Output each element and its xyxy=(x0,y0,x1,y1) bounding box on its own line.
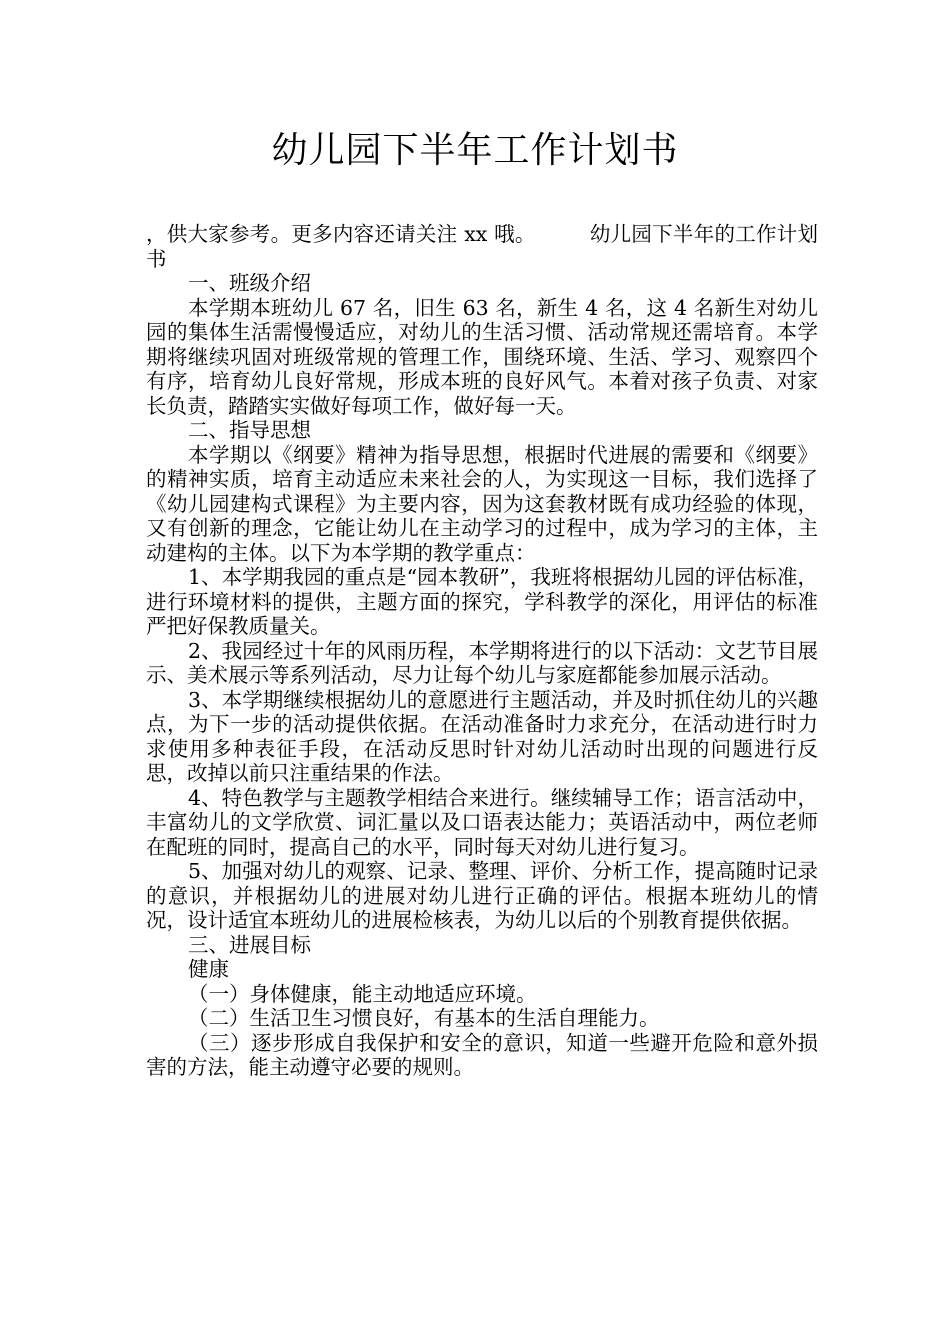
section-2-paragraph: 本学期以《纲要》精神为指导思想，根据时代进展的需要和《纲要》的精神实质，培育主动适应未来社会的人，为实现这一目标，我们选择了《幼儿园建构式课程》为主要内容，因为这套教材既有成功经验的体现，又有创新的理念，它能让幼儿在主动学习的过程中，成为学习的主体，主动建构的主体。以下为本学期的教学重点： xyxy=(146,442,818,565)
section-1-heading: 一、班级介绍 xyxy=(188,271,311,295)
intro-subtitle: 幼儿园下半年的工作计划书 xyxy=(146,222,819,271)
document-body xyxy=(146,222,818,1080)
section-2-item-5: 5、加强对幼儿的观察、记录、整理、评价、分析工作，提高随时记录的意识，并根据幼儿的进展对幼儿进行正确的评估。根据本班幼儿的情况，设计适宜本班幼儿的进展检核表，为幼儿以后的个别教育提供依据。 xyxy=(146,859,818,932)
section-2-item-4: 4、特色教学与主题教学相结合来进行。继续辅导工作；语言活动中，丰富幼儿的文学欣赏、词汇量以及口语表达能力；英语活动中，两位老师在配班的同时，提高自己的水平，同时每天对幼儿进行复习。 xyxy=(146,785,818,859)
section-3-item-1: （一）身体健康，能主动地适应环境。 xyxy=(188,981,537,1006)
intro-lead: ，供大家参考。更多内容还请关注 xx 哦。 xyxy=(146,222,536,246)
section-3-subheading: 健康 xyxy=(188,957,229,981)
section-2-item-1: 1、本学期我园的重点是“园本教研”，我班将根据幼儿园的评估标准，进行环境材料的提供，主题方面的探究，学科教学的深化，用评估的标准严把好保教质量关。 xyxy=(146,565,818,638)
section-2-item-2: 2、我园经过十年的风雨历程，本学期将进行的以下活动：文艺节目展示、美术展示等系列活动，尽力让每个幼儿与家庭都能参加展示活动。 xyxy=(146,638,818,687)
section-2-item-3: 3、本学期继续根据幼儿的意愿进行主题活动，并及时抓住幼儿的兴趣点，为下一步的活动提供依据。在活动准备时力求充分，在活动进行时力求使用多种表征手段，在活动反思时针对幼儿活动时出现的问题进行反思，改掉以前只注重结果的作法。 xyxy=(146,687,818,785)
section-3-heading: 三、进展目标 xyxy=(188,932,311,957)
section-3-item-3: （三）逐步形成自我保护和安全的意识，知道一些避开危险和意外损害的方法，能主动遵守必要的规则。 xyxy=(146,1030,818,1079)
section-3-item-2: （二）生活卫生习惯良好，有基本的生活自理能力。 xyxy=(188,1006,660,1030)
section-2-heading: 二、指导思想 xyxy=(188,418,311,442)
section-1-paragraph: 本学期本班幼儿 67 名，旧生 63 名，新生 4 名，这 4 名新生对幼儿园的集体生活需慢慢适应，对幼儿的生活习惯、活动常规还需培育。本学期将继续巩固对班级常规的管理工作，围绕环境、生活、学习、观察四个有序，培育幼儿良好常规，形成本班的良好风气。本着对孩子负责、对家长负责，踏踏实实做好每项工作，做好每一天。 xyxy=(146,295,818,418)
document-title: 幼儿园下半年工作计划书 xyxy=(271,130,679,171)
intro-paragraph xyxy=(146,222,818,271)
